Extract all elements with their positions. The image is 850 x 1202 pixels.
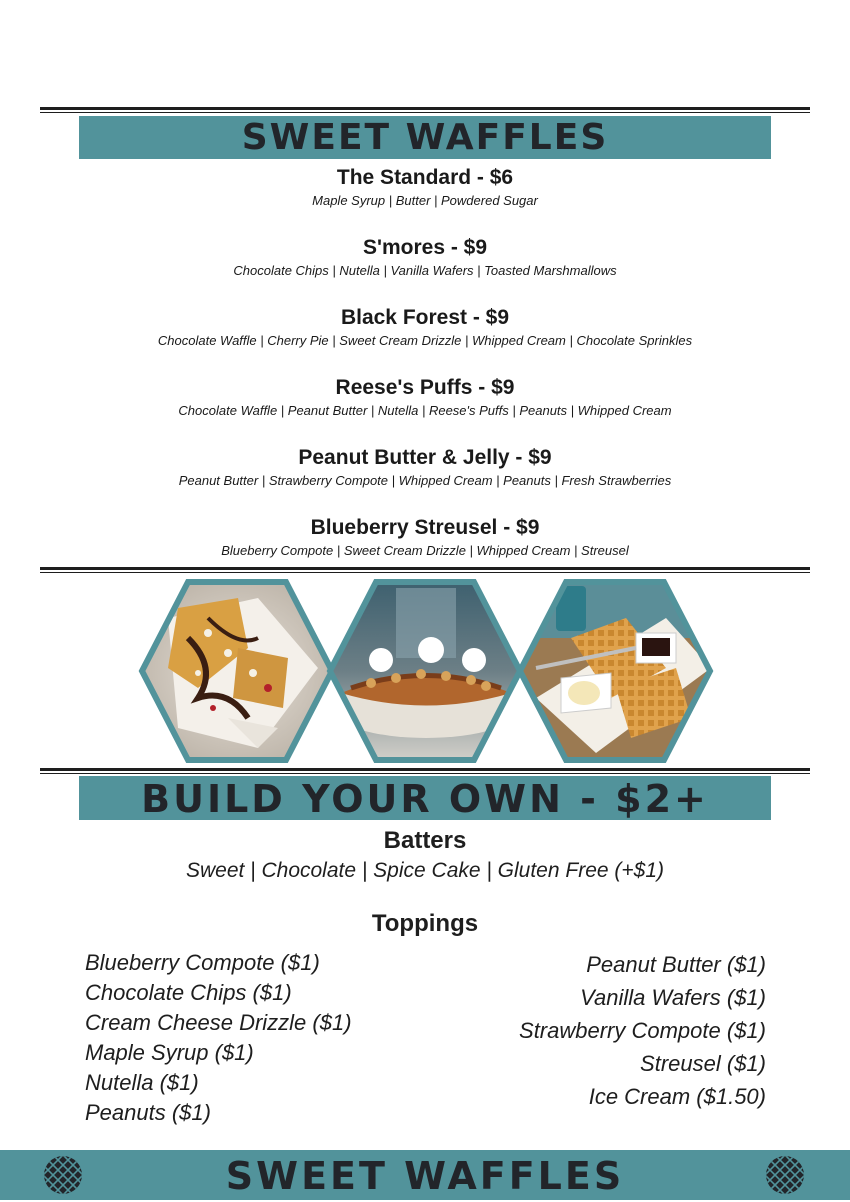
photos-top-rule xyxy=(40,567,810,573)
menu-item-description: Peanut Butter | Strawberry Compote | Whipped Cream | Peanuts | Fresh Strawberries xyxy=(178,473,672,488)
menu-list xyxy=(0,164,850,584)
menu-item-description: Blueberry Compote | Sweet Cream Drizzle | Whipped Cream | Streusel xyxy=(221,543,629,558)
menu-item-name: Reese's Puffs - $9 xyxy=(335,376,515,399)
batters-heading: Batters xyxy=(383,827,467,854)
topping-item: Ice Cream ($1.50) xyxy=(588,1084,766,1109)
menu-item-name: Blueberry Streusel - $9 xyxy=(310,516,540,539)
menu-item xyxy=(0,304,850,374)
menu-item-description: Maple Syrup | Butter | Powdered Sugar xyxy=(312,193,538,208)
topping-item: Streusel ($1) xyxy=(640,1051,766,1076)
topping-item: Maple Syrup ($1) xyxy=(85,1040,254,1065)
topping-item: Vanilla Wafers ($1) xyxy=(580,985,766,1010)
menu-item xyxy=(0,374,850,444)
toppings-heading: Toppings xyxy=(371,910,479,937)
menu-item-description: Chocolate Chips | Nutella | Vanilla Wafers | Toasted Marshmallows xyxy=(233,263,617,278)
topping-item: Blueberry Compote ($1) xyxy=(85,950,320,975)
menu-item-description: Chocolate Waffle | Peanut Butter | Nutella | Reese's Puffs | Peanuts | Whipped Cream xyxy=(178,403,672,418)
waffle-photo-french-toast xyxy=(326,578,524,764)
menu-item xyxy=(0,514,850,584)
menu-item xyxy=(0,164,850,234)
menu-item xyxy=(0,444,850,514)
topping-item: Chocolate Chips ($1) xyxy=(85,980,292,1005)
menu-item-name: The Standard - $6 xyxy=(336,166,514,189)
menu-item-name: Peanut Butter & Jelly - $9 xyxy=(298,446,552,469)
menu-item-name: S'mores - $9 xyxy=(362,236,488,259)
waffle-icon xyxy=(765,1155,805,1195)
toppings-right-column xyxy=(519,948,766,1113)
footer-title: SWEET WAFFLES xyxy=(225,1154,625,1198)
waffle-photo-smores xyxy=(138,578,336,764)
waffle-photo-standard xyxy=(516,578,714,764)
toppings-left-column xyxy=(85,948,352,1128)
topping-item: Nutella ($1) xyxy=(85,1070,199,1095)
menu-item xyxy=(0,234,850,304)
footer-banner xyxy=(0,1150,850,1200)
build-your-own-title: BUILD YOUR OWN - $2+ xyxy=(79,776,771,820)
topping-item: Strawberry Compote ($1) xyxy=(519,1018,766,1043)
topping-item: Peanut Butter ($1) xyxy=(586,952,766,977)
menu-item-name: Black Forest - $9 xyxy=(340,306,510,329)
batters-list: Sweet | Chocolate | Spice Cake | Gluten Free (+$1) xyxy=(185,859,665,882)
photos-bottom-rule xyxy=(40,768,810,774)
menu-item-description: Chocolate Waffle | Cherry Pie | Sweet Cream Drizzle | Whipped Cream | Chocolate Sprinkles xyxy=(157,333,693,348)
waffle-photos xyxy=(0,578,850,764)
topping-item: Peanuts ($1) xyxy=(85,1100,211,1125)
page-title: SWEET WAFFLES xyxy=(79,116,771,159)
top-rule xyxy=(40,107,810,113)
topping-item: Cream Cheese Drizzle ($1) xyxy=(85,1010,352,1035)
